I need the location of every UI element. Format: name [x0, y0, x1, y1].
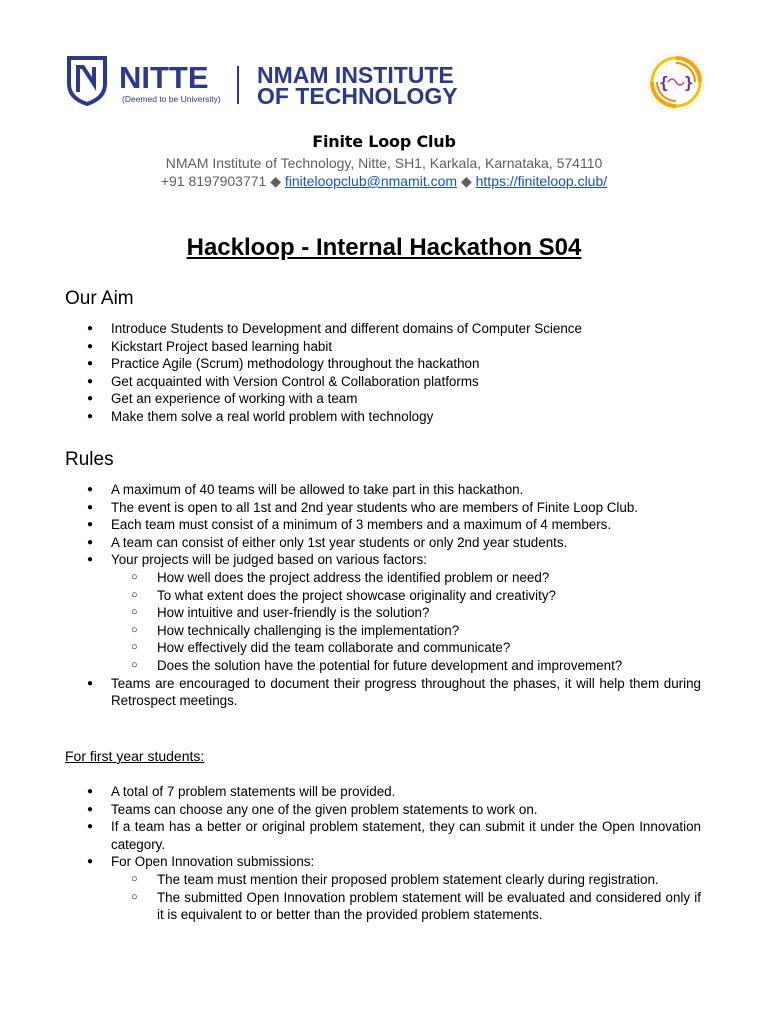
first-year-list [65, 783, 701, 924]
first-year-heading: For first year students: [65, 748, 205, 764]
sub-list-item: ○ How well does the project address the identified problem or need? [65, 569, 701, 587]
club-address: NMAM Institute of Technology, Nitte, SH1, Karkala, Karnataka, 574110 [165, 155, 603, 171]
sub-list-item: ○ How intuitive and user-friendly is the solution? [65, 604, 701, 622]
diamond-separator-icon: ◆ [270, 173, 281, 189]
nitte-logo-subtext: (Deemed to be University) [122, 94, 221, 104]
list-item: ● Practice Agile (Scrum) methodology throughout the hackathon [65, 355, 701, 373]
list-item: ● Get an experience of working with a team [65, 390, 701, 408]
page-title: Hackloop - Internal Hackathon S04 [186, 234, 582, 261]
aim-heading: Our Aim [65, 288, 134, 309]
nitte-nmam-logo [67, 54, 497, 106]
svg-text:}: } [684, 73, 694, 92]
institute-name-line1: NMAM INSTITUTE [257, 62, 454, 88]
website-link[interactable]: https://finiteloop.club/ [475, 173, 608, 189]
list-item: ● Your projects will be judged based on various factors: [65, 551, 701, 569]
diamond-separator-icon: ◆ [460, 173, 472, 189]
sub-list-item: ○ Does the solution have the potential for future development and improvement? [65, 657, 701, 675]
sub-list-item: ○ The team must mention their proposed problem statement clearly during registration. [65, 871, 701, 889]
nitte-logo-text: NITTE [119, 60, 209, 95]
list-item: ● Teams can choose any one of the given problem statements to work on. [65, 801, 701, 819]
aim-list [65, 320, 701, 426]
sub-list-item: ○ The submitted Open Innovation problem statement will be evaluated and considered only if it is equivalent to or better than the provided problem statements. [65, 889, 701, 924]
list-item: ● Get acquainted with Version Control & Collaboration platforms [65, 373, 701, 391]
sub-list-item: ○ How effectively did the team collaborate and communicate? [65, 639, 701, 657]
list-item: ● Kickstart Project based learning habit [65, 338, 701, 356]
sub-list-item: ○ To what extent does the project showcase originality and creativity? [65, 587, 701, 605]
email-link[interactable]: finiteloopclub@nmamit.com [284, 173, 458, 189]
contact-line [0, 173, 768, 190]
list-item: ● Each team must consist of a minimum of 3 members and a maximum of 4 members. [65, 516, 701, 534]
institute-name-line2: OF TECHNOLOGY [257, 83, 458, 106]
nitte-shield-icon [69, 58, 105, 104]
finite-loop-club-logo [639, 52, 713, 112]
list-item: ● A team can consist of either only 1st year students or only 2nd year students. [65, 534, 701, 552]
rules-list [65, 481, 701, 710]
rules-heading: Rules [65, 449, 114, 470]
svg-text:{: { [659, 73, 669, 92]
phone-number: +91 8197903771 [160, 173, 267, 189]
club-name: Finite Loop Club [312, 132, 456, 151]
letterhead [0, 0, 768, 120]
list-item: ● For Open Innovation submissions: [65, 853, 701, 871]
list-item: ● Make them solve a real world problem with technology [65, 408, 701, 426]
list-item: ● A total of 7 problem statements will be provided. [65, 783, 701, 801]
list-item: ● A maximum of 40 teams will be allowed to take part in this hackathon. [65, 481, 701, 499]
list-item: ● Teams are encouraged to document their progress throughout the phases, it will help them during Retrospect meetings. [65, 675, 701, 710]
list-item: ● The event is open to all 1st and 2nd year students who are members of Finite Loop Club. [65, 499, 701, 517]
sub-list-item: ○ How technically challenging is the implementation? [65, 622, 701, 640]
list-item: ● If a team has a better or original problem statement, they can submit it under the Open Innovation category. [65, 818, 701, 853]
list-item: ● Introduce Students to Development and different domains of Computer Science [65, 320, 701, 338]
